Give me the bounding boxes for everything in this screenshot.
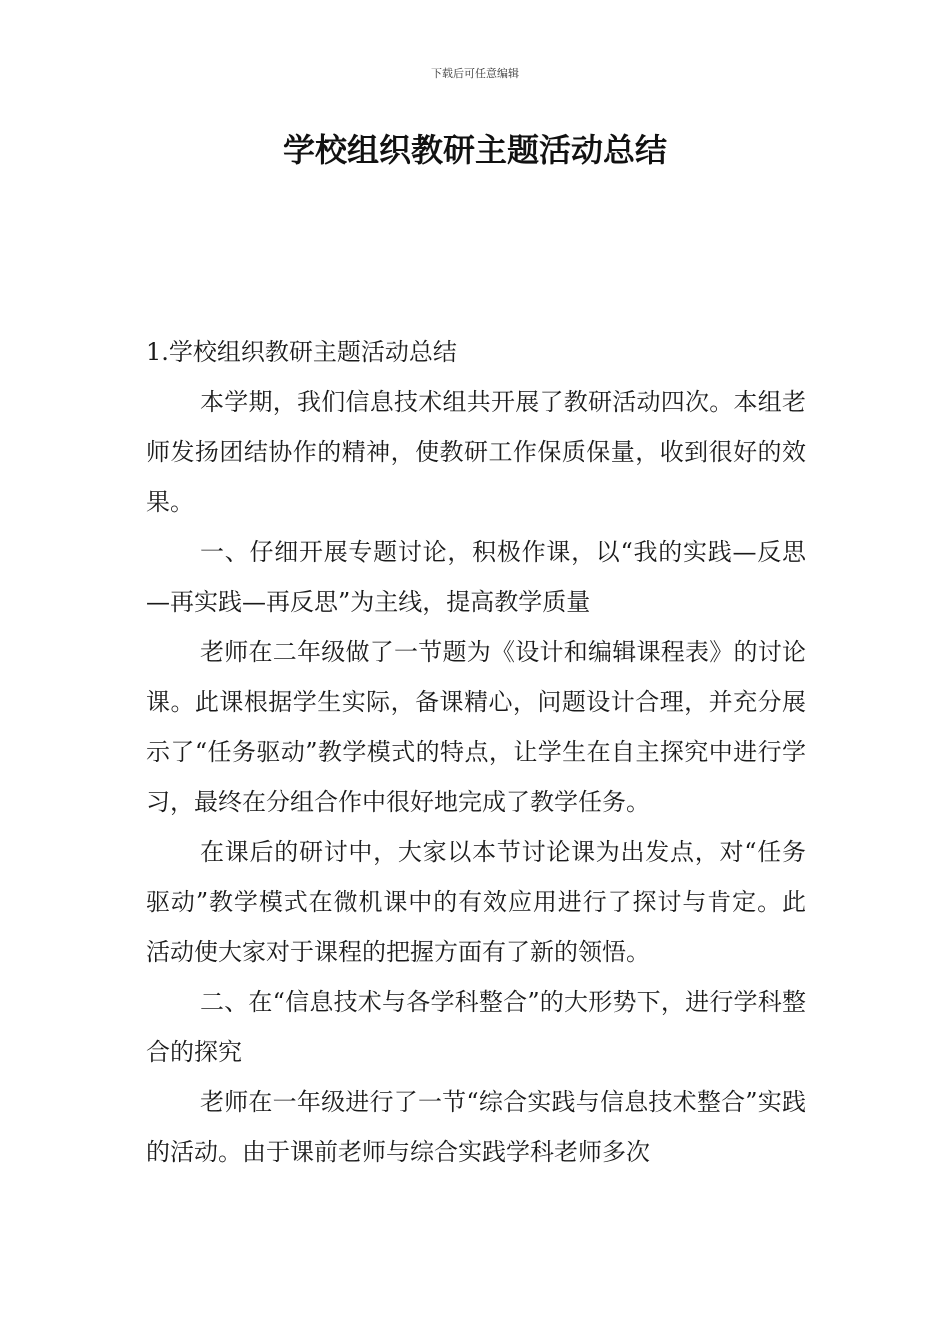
- document-body: [146, 327, 806, 1177]
- section-heading: 二、在“信息技术与各学科整合”的大形势下，进行学科整合的探究: [146, 988, 806, 1066]
- paragraph-heading: 1.学校组织教研主题活动总结: [146, 338, 457, 366]
- section-heading: 一、仔细开展专题讨论，积极作课，以“我的实践—反思—再实践—再反思”为主线，提高教学质量: [146, 538, 806, 616]
- paragraph: 老师在一年级进行了一节“综合实践与信息技术整合”实践的活动。由于课前老师与综合实践学科老师多次: [146, 1088, 806, 1166]
- paragraph: 在课后的研讨中，大家以本节讨论课为出发点，对“任务驱动”教学模式在微机课中的有效应用进行了探讨与肯定。此活动使大家对于课程的把握方面有了新的领悟。: [146, 838, 806, 966]
- header-note: 下载后可任意编辑: [431, 67, 519, 80]
- paragraph: 老师在二年级做了一节题为《设计和编辑课程表》的讨论课。此课根据学生实际，备课精心，问题设计合理，并充分展示了“任务驱动”教学模式的特点，让学生在自主探究中进行学习，最终在分组合作中很好地完成了教学任务。: [146, 638, 806, 816]
- document-title: 学校组织教研主题活动总结: [282, 131, 667, 169]
- paragraph: 本学期，我们信息技术组共开展了教研活动四次。本组老师发扬团结协作的精神，使教研工作保质保量，收到很好的效果。: [146, 388, 806, 516]
